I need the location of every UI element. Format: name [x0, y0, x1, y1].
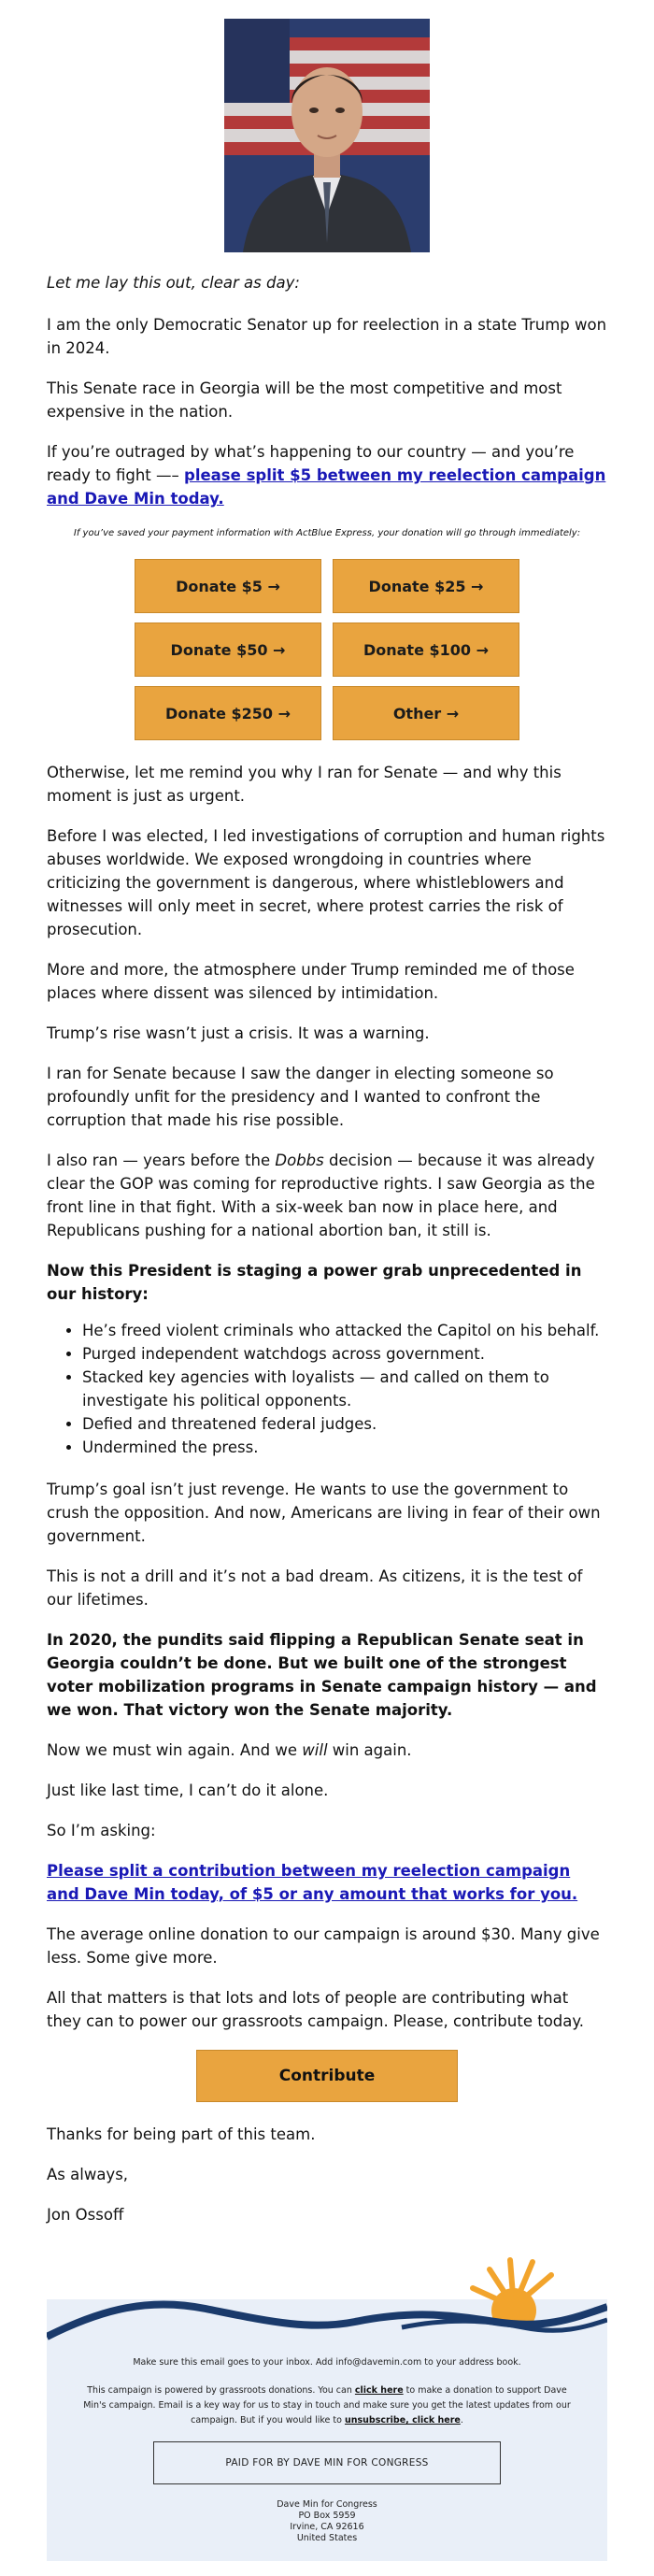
email-body: [47, 271, 607, 2226]
donate-50-button[interactable]: Donate $50 →: [135, 623, 321, 677]
contribute-button[interactable]: Contribute: [196, 2050, 458, 2102]
paragraph: Trump’s goal isn’t just revenge. He wants to use the government to crush the opposition. And now, Americans are living in fear of their own government.: [47, 1481, 601, 1545]
actblue-express-note: If you’ve saved your payment information with ActBlue Express, your donation will go through immediately:: [73, 528, 581, 538]
mailing-address: [75, 2499, 579, 2544]
email-container: [47, 19, 607, 2561]
donate-25-button[interactable]: Donate $25 →: [333, 559, 519, 613]
candidate-photo: [224, 19, 430, 252]
address-line: United States: [296, 2533, 358, 2543]
paragraph-text: I also ran — years before the: [47, 1152, 276, 1169]
signature: Jon Ossoff: [47, 2206, 124, 2224]
thanks-line: Thanks for being part of this team.: [47, 2125, 316, 2143]
paragraph: [47, 1859, 607, 1906]
wave-sun-graphic: [47, 2243, 607, 2346]
unsubscribe-link[interactable]: unsubscribe, click here: [344, 2415, 461, 2426]
paragraph: I ran for Senate because I saw the danger in electing someone so profoundly unfit for the presidency and I wanted to confront the corruption that made his rise possible.: [47, 1065, 554, 1129]
footer-text: This campaign is powered by grassroots donations. You can: [87, 2385, 355, 2396]
paragraph-text: If you’re outraged by what’s happening to our country — and you’re ready to fight —–: [47, 443, 575, 484]
list-item: • Undermined the press.: [82, 1436, 607, 1459]
donate-click-here-link[interactable]: click here: [354, 2385, 404, 2396]
list-item: • Purged independent watchdogs across government.: [82, 1342, 607, 1366]
address-line: PO Box 5959: [298, 2511, 356, 2521]
paragraph: [47, 440, 607, 510]
footer: [47, 2243, 607, 2561]
footer-text: .: [460, 2415, 463, 2426]
paragraph: This is not a drill and it’s not a bad dream. As citizens, it is the test of our lifetimes.: [47, 1567, 583, 1609]
paid-for-disclaimer: PAID FOR BY DAVE MIN FOR CONGRESS: [153, 2441, 501, 2484]
address-line: Irvine, CA 92616: [290, 2522, 364, 2532]
donate-5-button[interactable]: Donate $5 →: [135, 559, 321, 613]
paragraph: The average online donation to our campaign is around $30. Many give less. Some give more.: [47, 1925, 600, 1967]
paragraph-text: win again.: [327, 1741, 412, 1759]
donate-250-button[interactable]: Donate $250 →: [135, 686, 321, 740]
bullet-list: [47, 1319, 607, 1459]
donate-button-grid: [135, 559, 519, 740]
paragraph: Trump’s rise wasn’t just a crisis. It was a warning.: [47, 1024, 430, 1042]
split-contribution-link[interactable]: Please split a contribution between my reelection campaign and Dave Min today, of $5 or any amount that works for you.: [47, 1862, 578, 1903]
paragraph: I am the only Democratic Senator up for reelection in a state Trump won in 2024.: [47, 316, 607, 357]
paragraph: This Senate race in Georgia will be the most competitive and most expensive in the nation.: [47, 379, 562, 421]
powered-note: [75, 2383, 579, 2428]
list-item: • Defied and threatened federal judges.: [82, 1412, 607, 1436]
donate-other-button[interactable]: Other →: [333, 686, 519, 740]
power-grab-heading: Now this President is staging a power grab unprecedented in our history:: [47, 1262, 582, 1303]
paragraph: [47, 1739, 607, 1762]
inbox-note: Make sure this email goes to your inbox. Add info@davemin.com to your address book.: [133, 2357, 521, 2368]
closing-line: As always,: [47, 2166, 129, 2183]
footer-text: to make a donation to support Dave Min's campaign. Email is a key way for us to stay in touch and make sure you get the latest updates from our campaign. But if you would like to: [83, 2385, 571, 2426]
paragraph: All that matters is that lots and lots of people are contributing what they can to power our grassroots campaign. Please, contribute today.: [47, 1989, 585, 2030]
paragraph: [47, 1149, 607, 1242]
address-line: Dave Min for Congress: [277, 2499, 377, 2510]
paragraph-text: decision — because it was already clear the GOP was coming for reproductive rights. I saw Georgia as the front line in that fight. With a six-week ban now in place here, and Republicans pushing for a national abortion ban, it still is.: [47, 1152, 595, 1239]
split-donation-link[interactable]: please split $5 between my reelection campaign and Dave Min today.: [47, 466, 606, 508]
will-emphasis: will: [302, 1741, 328, 1759]
paragraph-bold: [47, 1628, 607, 1722]
paragraph: More and more, the atmosphere under Trump reminded me of those places where dissent was silenced by intimidation.: [47, 961, 575, 1002]
paragraph: Otherwise, let me remind you why I ran for Senate — and why this moment is just as urgent.: [47, 764, 562, 805]
list-item: • Stacked key agencies with loyalists — and called on them to investigate his political opponents.: [82, 1366, 607, 1412]
footer-body: [47, 2346, 607, 2561]
dobbs-emphasis: Dobbs: [275, 1152, 324, 1169]
donate-100-button[interactable]: Donate $100 →: [333, 623, 519, 677]
paragraph-bold: [47, 1259, 607, 1306]
list-item: • He’s freed violent criminals who attacked the Capitol on his behalf.: [82, 1319, 607, 1342]
victory-statement: In 2020, the pundits said flipping a Republican Senate seat in Georgia couldn’t be done. But we built one of the strongest voter mobilization programs in Senate campaign history — and we won. That victory won the Senate majority.: [47, 1631, 597, 1719]
paragraph-text: Now we must win again. And we: [47, 1741, 303, 1759]
contribute-wrapper: [47, 2050, 607, 2102]
paragraph: So I’m asking:: [47, 1822, 156, 1839]
paragraph: Just like last time, I can’t do it alone.: [47, 1782, 329, 1799]
lead-line: Let me lay this out, clear as day:: [47, 274, 300, 292]
paragraph: Before I was elected, I led investigations of corruption and human rights abuses worldwide. We exposed wrongdoing in countries where criticizing the government is dangerous, where whistleblowers and witnesses will only meet in secret, where protest carries the risk of prosecution.: [47, 827, 605, 938]
